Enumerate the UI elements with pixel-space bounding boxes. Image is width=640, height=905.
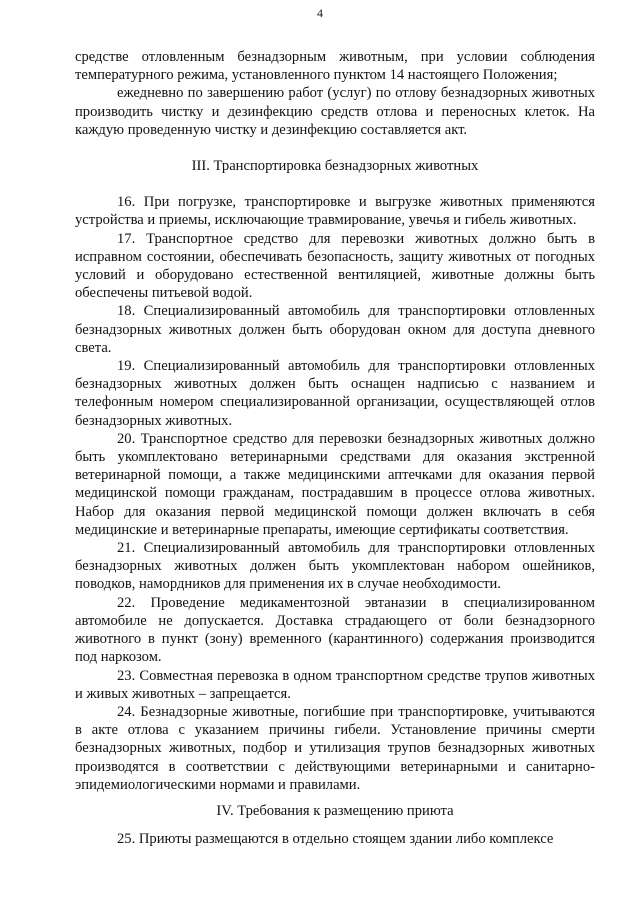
document-body — [75, 48, 595, 848]
paragraph-19: 19. Специализированный автомобиль для транспортировки отловленных безнадзорных животных должен быть оснащен надписью с названием и телефонным номером специализированной организации, осуществляющей отлов безнадзорных животных. — [75, 358, 595, 429]
paragraph-21: 21. Специализированный автомобиль для транспортировки отловленных безнадзорных животных должен быть укомплектован набором ошейников, поводков, намордников для применения их в случае необходимости. — [75, 540, 595, 593]
section-heading-shelter: IV. Требования к размещению приюта — [216, 802, 454, 819]
paragraph-20: 20. Транспортное средство для перевозки безнадзорных животных должно быть укомплектовано ветеринарными средствами для оказания экстренной ветеринарной помощи, а также медицинскими аптечками для оказания первой медицинской помощи гражданам, пострадавшим в процессе отлова животных. Набор для оказания первой медицинской помощи должен включать в себя медицинские и ветеринарные препараты, имеющие сертификаты соответствия. — [75, 430, 595, 538]
paragraph-17: 17. Транспортное средство для перевозки животных должно быть в исправном состоянии, обеспечивать безопасность, защиту животных от погодных условий и оборудовано естественной вентиляцией, животные должны быть обеспечены питьевой водой. — [75, 230, 595, 302]
paragraph-22: 22. Проведение медикаментозной эвтаназии в специализированном автомобиле не допускается. Доставка страдающего от боли безнадзорного животного в пункт (зону) временного (карантинного) содержания производится под наркозом. — [75, 594, 595, 666]
section-heading-transport: III. Транспортировка безнадзорных животных — [191, 158, 479, 175]
paragraph-daily-cleaning: ежедневно по завершению работ (услуг) по отлову безнадзорных животных производить чистку и дезинфекцию средств отлова и переносных клеток. На каждую проведенную чистку и дезинфекцию составляется акт. — [75, 85, 595, 138]
paragraph-18: 18. Специализированный автомобиль для транспортировки отловленных безнадзорных животных должен быть оборудован окном для доступа дневного света. — [75, 303, 595, 356]
paragraph-23: 23. Совместная перевозка в одном транспортном средстве трупов животных и живых животных – запрещается. — [75, 667, 595, 702]
paragraph-24: 24. Безнадзорные животные, погибшие при транспортировке, учитываются в акте отлова с указанием причины гибели. Установление причины смерти безнадзорных животных, подбор и утилизация трупов безнадзорных животных производятся в соответствии с действующими ветеринарными и санитарно-эпидемиологическими нормами и правилами. — [75, 703, 595, 793]
paragraph-continuation: средстве отловленным безнадзорным животным, при условии соблюдения температурного режима, установленного пунктом 14 настоящего Положения; — [75, 49, 595, 84]
page-number: 4 — [317, 6, 323, 20]
paragraph-25: 25. Приюты размещаются в отдельно стоящем здании либо комплексе — [117, 831, 554, 848]
paragraph-16: 16. При погрузке, транспортировке и выгрузке животных применяются устройства и приемы, исключающие травмирование, увечья и гибель животных. — [75, 194, 595, 229]
